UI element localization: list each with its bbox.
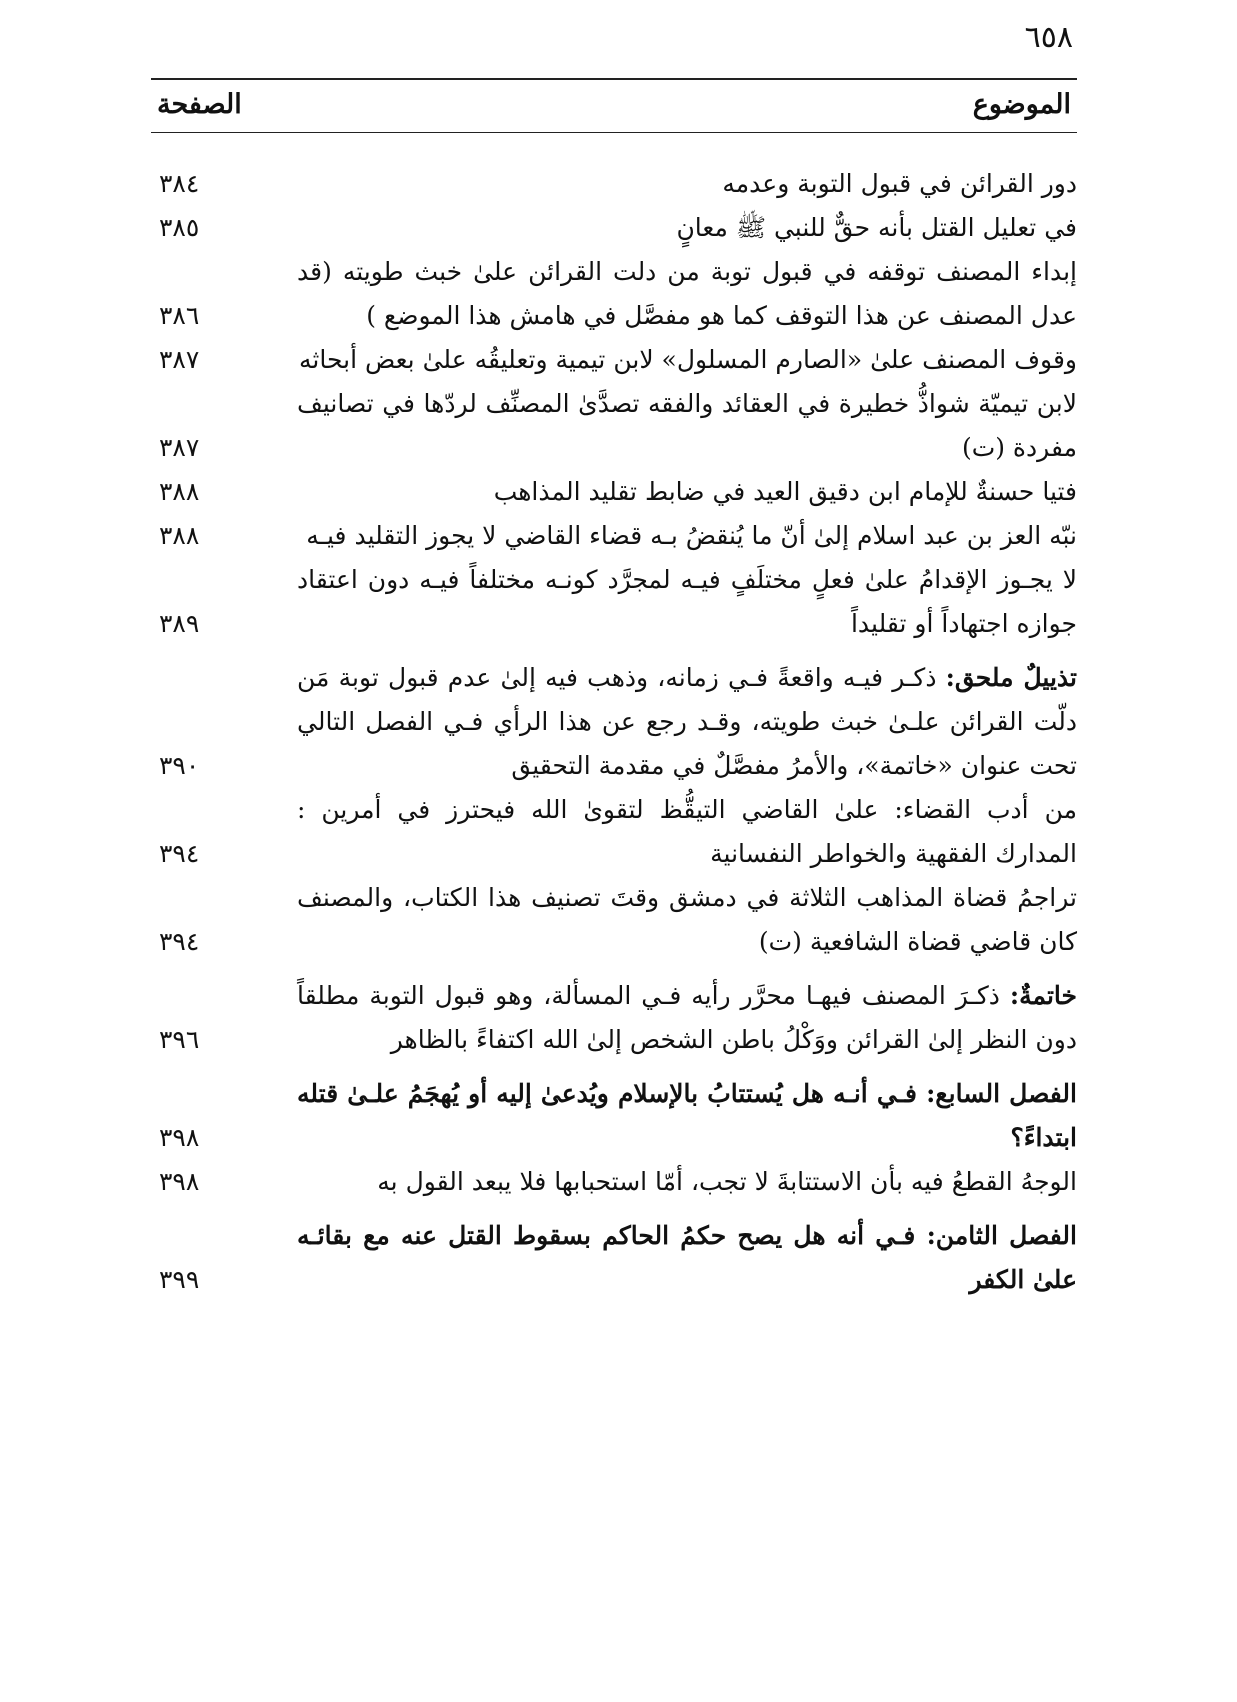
entry-topic xyxy=(297,974,1077,1062)
topic-column-label: الموضوع xyxy=(972,89,1071,120)
entry-lead: خاتمةٌ: xyxy=(1009,981,1077,1010)
entry-topic xyxy=(297,162,1077,206)
entry-topic xyxy=(297,1072,1077,1160)
entry-text: في تعليل القتل بأنه حقٌّ للنبي ﷺ معانٍ xyxy=(676,213,1077,242)
entry-text: الفصل الثامن: فـي أنه هل يصح حكمُ الحاكم بسقوط القتل عنه مع بقائـه علىٰ الكفر xyxy=(297,1221,1077,1294)
page-number: ٦٥٨ xyxy=(1024,20,1073,55)
entry-topic xyxy=(297,1214,1077,1302)
index-entry xyxy=(151,788,1077,876)
index-entry xyxy=(151,382,1077,470)
entry-page-number: ٣٩٤ xyxy=(159,839,200,868)
entry-text: وقوف المصنف علىٰ «الصارم المسلول» لابن تيمية وتعليقُه علىٰ بعض أبحاثه xyxy=(299,345,1077,374)
entry-page-number: ٣٩٨ xyxy=(159,1167,200,1196)
index-entry xyxy=(151,876,1077,964)
entry-text: نبّه العز بن عبد اسلام إلىٰ أنّ ما يُنقضُ بـه قضاء القاضي لا يجوز التقليد فيـه xyxy=(306,521,1077,550)
entry-text: ذكـرَ المصنف فيهـا محرَّر رأيه فـي المسألة، وهو قبول التوبة مطلقاً دون النظر إلىٰ القرائن ووَكْلُ باطن الشخص إلىٰ الله اكتفاءً بالظاهر xyxy=(297,981,1077,1054)
index-entry xyxy=(151,206,1077,250)
index-entry xyxy=(151,558,1077,646)
index-entry xyxy=(151,470,1077,514)
index-entry xyxy=(151,656,1077,788)
entry-topic xyxy=(297,514,1077,558)
entry-topic xyxy=(297,558,1077,646)
entry-page-number: ٣٩٩ xyxy=(159,1265,200,1294)
entry-text: الفصل السابع: فـي أنـه هل يُستتابُ بالإسلام ويُدعىٰ إليه أو يُهجَمُ علـىٰ قتله ابتداءً؟ xyxy=(297,1079,1077,1152)
entry-topic xyxy=(297,338,1077,382)
entry-page-number: ٣٨٨ xyxy=(159,521,200,550)
entry-page-number: ٣٩٠ xyxy=(159,751,200,780)
entry-page-number: ٣٩٤ xyxy=(159,927,200,956)
entry-text: لا يجـوز الإقدامُ علىٰ فعلٍ مختلَفٍ فيـه لمجرَّد كونـه مختلفاً فيـه دون اعتقاد جوازه اجتهاداً أو تقليداً xyxy=(297,565,1077,638)
entry-text: الوجهُ القطعُ فيه بأن الاستتابةَ لا تجب، أمّا استحبابها فلا يبعد القول به xyxy=(377,1167,1077,1196)
entry-page-number: ٣٨٧ xyxy=(159,433,200,462)
entry-lead: تذييلٌ ملحق: xyxy=(945,663,1077,692)
entry-text: لابن تيميّة شواذُّ خطيرة في العقائد والفقه تصدَّىٰ المصنِّف لردّها في تصانيف مفردة (ت) xyxy=(297,389,1077,462)
index-entry xyxy=(151,514,1077,558)
entry-page-number: ٣٨٦ xyxy=(159,301,200,330)
index-entry xyxy=(151,1214,1077,1302)
entry-page-number: ٣٨٩ xyxy=(159,609,200,638)
entry-text: فتيا حسنةٌ للإمام ابن دقيق العيد في ضابط تقليد المذاهب xyxy=(493,477,1077,506)
index-header xyxy=(151,82,1077,128)
index-entry xyxy=(151,974,1077,1062)
entry-topic xyxy=(297,876,1077,964)
entry-page-number: ٣٨٧ xyxy=(159,345,200,374)
header-bottom-rule xyxy=(151,132,1077,133)
header-top-rule xyxy=(151,78,1077,80)
entry-text: من أدب القضاء: علىٰ القاضي التيقُّظ لتقوىٰ الله فيحترز في أمرين : المدارك الفقهية والخواطر النفسانية xyxy=(297,795,1077,868)
page-column-label: الصفحة xyxy=(157,89,242,120)
entry-topic xyxy=(297,656,1077,788)
entry-topic xyxy=(297,470,1077,514)
index-entry xyxy=(151,1160,1077,1204)
entry-text: إبداء المصنف توقفه في قبول توبة من دلت القرائن علىٰ خبث طويته (قد عدل المصنف عن هذا التوقف كما هو مفصَّل في هامش هذا الموضع ) xyxy=(297,257,1077,330)
entry-text: دور القرائن في قبول التوبة وعدمه xyxy=(722,169,1077,198)
entry-text: تراجمُ قضاة المذاهب الثلاثة في دمشق وقتَ تصنيف هذا الكتاب، والمصنف كان قاضي قضاة الشافعية (ت) xyxy=(297,883,1077,956)
entry-page-number: ٣٨٥ xyxy=(159,213,200,242)
entry-topic xyxy=(297,1160,1077,1204)
entry-page-number: ٣٩٨ xyxy=(159,1123,200,1152)
entry-text: ذكـر فيـه واقعةً فـي زمانه، وذهب فيه إلىٰ عدم قبول توبة مَن دلّت القرائن علـىٰ خبث طويته، وقـد رجع عن هذا الرأي فـي الفصل التالي تحت عنوان «خاتمة»، والأمرُ مفصَّلٌ في مقدمة التحقيق xyxy=(297,663,1077,780)
entry-topic xyxy=(297,206,1077,250)
entry-topic xyxy=(297,250,1077,338)
index-entry xyxy=(151,1072,1077,1160)
entry-topic xyxy=(297,382,1077,470)
entry-topic xyxy=(297,788,1077,876)
index-entry xyxy=(151,338,1077,382)
entry-page-number: ٣٨٤ xyxy=(159,169,200,198)
index-entry xyxy=(151,162,1077,206)
entry-page-number: ٣٨٨ xyxy=(159,477,200,506)
index-entry xyxy=(151,250,1077,338)
entry-page-number: ٣٩٦ xyxy=(159,1025,200,1054)
index-entries xyxy=(151,162,1077,1302)
